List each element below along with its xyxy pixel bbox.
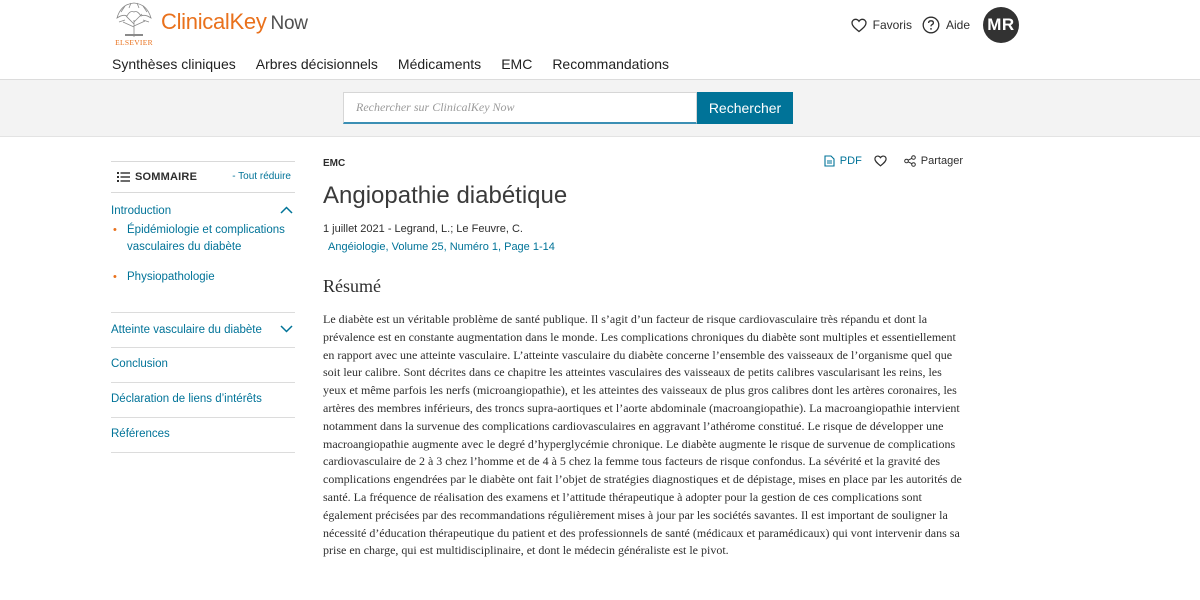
favorites-link[interactable] <box>851 18 912 33</box>
search-input[interactable] <box>343 92 697 124</box>
toc-link-introduction[interactable]: Introduction <box>111 205 172 217</box>
toc-section-atteinte <box>111 313 295 348</box>
nav-item-recommandations[interactable]: Recommandations <box>552 56 670 72</box>
heart-icon <box>874 155 887 167</box>
clinicalkey-logo[interactable] <box>111 0 331 48</box>
toc-title-label: SOMMAIRE <box>135 171 198 183</box>
toc-section-declaration <box>111 383 295 418</box>
article-title: Angiopathie diabétique <box>323 182 568 209</box>
top-header <box>0 0 1200 72</box>
toc-link-declaration[interactable]: Déclaration de liens d’intérêts <box>111 393 262 405</box>
help-label: Aide <box>945 18 970 32</box>
toc-link-atteinte[interactable]: Atteinte vasculaire du diabète <box>111 324 262 336</box>
toc-section-introduction <box>111 193 295 313</box>
share-label: Partager <box>920 155 963 167</box>
brand-suffix: Now <box>270 13 308 34</box>
article-source: EMC <box>323 158 346 169</box>
list-icon <box>117 172 130 182</box>
nav-item-medicaments[interactable]: Médicaments <box>397 56 482 72</box>
favorite-article-button[interactable] <box>874 155 892 167</box>
article-meta: 1 juillet 2021 - Legrand, L.; Le Feuvre, C. <box>323 223 523 235</box>
toc-header <box>111 161 295 193</box>
toc-section-conclusion <box>111 348 295 383</box>
nav-item-syntheses[interactable]: Synthèses cliniques <box>112 56 236 72</box>
toc-subitem-epidemiologie[interactable] <box>111 222 291 256</box>
pdf-label: PDF <box>839 155 862 167</box>
toc-sidebar <box>111 161 295 453</box>
help-link[interactable] <box>922 16 970 34</box>
toc-subitem-label: Physiopathologie <box>127 271 215 283</box>
bullet-icon: • <box>113 271 117 283</box>
share-button[interactable] <box>904 155 963 167</box>
toc-subitem-physiopathologie[interactable] <box>111 269 291 286</box>
abstract-heading: Résumé <box>323 276 381 296</box>
collapse-all-link[interactable]: - Tout réduire <box>232 171 291 182</box>
chevron-up-icon[interactable] <box>280 206 293 214</box>
elsevier-tree-icon <box>111 0 157 38</box>
toc-link-references[interactable]: Références <box>111 428 170 440</box>
favorites-label: Favoris <box>872 18 912 32</box>
search-button[interactable]: Rechercher <box>697 92 793 124</box>
pdf-button[interactable] <box>824 155 862 167</box>
elsevier-wordmark: ELSEVIER <box>115 38 153 47</box>
heart-icon <box>851 18 867 33</box>
toc-section-references <box>111 418 295 453</box>
nav-item-emc[interactable]: EMC <box>501 56 533 72</box>
user-area <box>841 8 1019 42</box>
help-circle-icon <box>922 16 940 34</box>
product-name <box>161 9 308 35</box>
user-avatar[interactable]: MR <box>983 7 1019 43</box>
toc-subitem-label: Épidémiologie et complications vasculaires du diabète <box>127 224 285 253</box>
chevron-down-icon[interactable] <box>280 325 293 333</box>
nav-item-arbres[interactable]: Arbres décisionnels <box>255 56 378 72</box>
brand-wordmark: ClinicalKey <box>161 9 267 34</box>
article-actions <box>812 155 963 167</box>
pdf-icon <box>824 155 835 167</box>
bullet-icon: • <box>113 224 117 236</box>
toc-title <box>117 171 197 183</box>
abstract-text: Le diabète est un véritable problème de santé publique. Il s’agit d’un facteur de risque cardiovasculaire très répandu et dont la prévalence est en constante augmentation dans le monde. Les complications chroniques du diabète sont multiples et essentiellement en rapport avec une atteinte vasculaire. L’atteinte vasculaire du diabète concerne l’ensemble des vaisseaux de l’organisme quel que soit leur calibre. Sont décrites dans ce chapitre les atteintes vasculaires des vaisseaux de petits calibres vascularisant les reins, les yeux et même parfois les nerfs (microangiopathie), et les atteintes des vaisseaux de plus gros calibres dont les artères coronaires, les artères des membres inférieurs, des troncs supra-aortiques et l’aorte abdominale (macroangiopathie). La macroangiopathie intervient notamment dans la survenue des complications cardiovasculaires en aggravant l’athérome constitué. Le risque de développer une macroangiopathie augmente avec le degré d’hyperglycémie chronique. Le diabète augmente le risque de survenue de complications cardiovasculaire de 2 à 3 chez l’homme et de 4 à 5 chez la femme tous facteurs de risque confondus. La sévérité et la gravité des complications engendrées par le diabète ont fait l’objet de stratégies diagnostiques et de dépistage, mises en place par les autorités de santé. La fréquence de réalisation des examens et l’attitude thérapeutique à adopter pour la gestion de ces complications sont également précisées par des recommandations régulièrement mises à jour par les sociétés savantes. Il est important de souligner la nécessité d’éducation thérapeutique du patient et des professionnels de santé (médicaux et paramédicaux) qui vont intervenir dans sa prise en charge, qui est multidisciplinaire, et dont le médecin généraliste est le pivot. <box>323 312 962 558</box>
journal-link[interactable]: Angéiologie, Volume 25, Numéro 1, Page 1-14 <box>328 241 555 253</box>
toc-link-conclusion[interactable]: Conclusion <box>111 358 168 370</box>
share-icon <box>904 155 916 167</box>
search-band <box>0 79 1200 137</box>
main-nav <box>112 56 689 72</box>
